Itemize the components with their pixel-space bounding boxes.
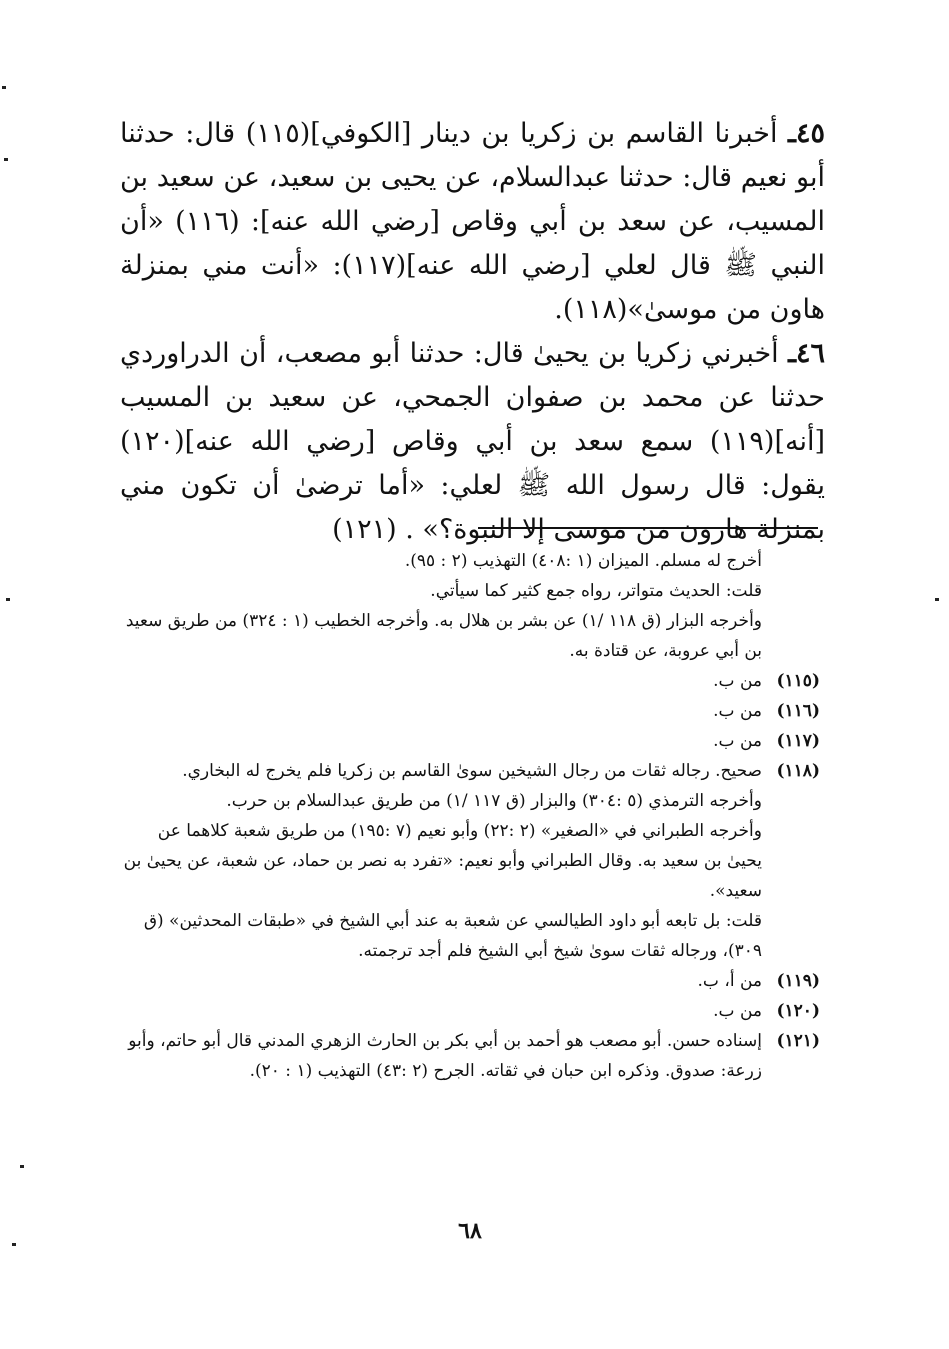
footnote-number: (١٢٠) [776, 1001, 820, 1021]
scan-speck [12, 1243, 16, 1246]
footnote-116 [120, 696, 820, 726]
hadith-number: ٤٥ـ [788, 118, 825, 149]
footnote-number: (١١٧) [776, 731, 820, 751]
footnote-separator [478, 527, 818, 529]
scan-speck [20, 1165, 24, 1168]
scan-speck [935, 598, 939, 601]
hadith-number: ٤٦ـ [788, 338, 825, 369]
footnote-continuation-line: وأخرجه البزار (ق ١١٨ /١) عن بشر بن هلال به. وأخرجه الخطيب (١ : ٣٢٤) من طريق سعيد بن أبي عروبة، عن قتادة به. [125, 611, 762, 661]
scan-speck [4, 158, 8, 161]
scan-speck [6, 598, 10, 601]
footnote-number: (١١٨) [776, 761, 820, 781]
footnote-number: (١٢١) [776, 1031, 820, 1051]
page-number: ٦٨ [458, 1218, 482, 1244]
hadith-text: أخبرنا القاسم بن زكريا بن دينار [الكوفي](١١٥) قال: حدثنا أبو نعيم قال: حدثنا عبدالسلام، عن يحيى بن سعيد، عن سعيد بن المسيب، عن سعد بن أبي وقاص [رضي الله عنه]: (١١٦) «أن النبي ﷺ قال لعلي [رضي الله عنه](١١٧): «أنت مني بمنزلة هاون من موسىٰ»(١١٨). [120, 118, 825, 325]
footnote-text: إسناده حسن. أبو مصعب هو أحمد بن أبي بكر بن الحارث الزهري المدني قال أبو حاتم، وأبو زرعة: صدوق. وذكره ابن حبان في ثقاته. الجرح (٢ :٤٣) التهذيب (١ : ٢٠). [128, 1031, 762, 1081]
footnotes [120, 546, 820, 1086]
footnote-paragraph: وأخرجه الطبراني في «الصغير» (٢ :٢٢) وأبو نعيم (٧ :١٩٥) من طريق شعبة كلاهما عن يحيىٰ بن سعيد به. وقال الطبراني وأبو نعيم: «تفرد به نصر بن حماد، عن شعبة، عن يحيىٰ بن سعيد». [123, 821, 762, 901]
footnote-body [120, 756, 762, 966]
footnote-paragraph: وأخرجه الترمذي (٥ :٣٠٤) والبزار (ق ١١٧ /١) من طريق عبدالسلام بن حرب. [226, 791, 762, 811]
footnote-115 [120, 666, 820, 696]
footnote-text: من أ، ب. [697, 971, 762, 991]
footnote-continuation-line: قلت: الحديث متواتر، رواه جمع كثير كما سيأتي. [430, 581, 762, 601]
footnote-text: من ب. [713, 731, 762, 751]
hadith-46 [120, 332, 825, 552]
scan-speck [2, 86, 6, 89]
footnote-121 [120, 1026, 820, 1086]
hadith-45 [120, 112, 825, 332]
hadith-text: أخبرني زكريا بن يحيىٰ قال: حدثنا أبو مصعب، أن الدراوردي حدثنا عن محمد بن صفوان الجمحي، عن سعيد بن المسيب [أنه](١١٩) سمع سعد بن أبي وقاص [رضي الله عنه](١٢٠) يقول: قال رسول الله ﷺ لعلي: «أما ترضىٰ أن تكون مني بمنزلة هارون من موسى إلا النبوة؟» . (١٢١) [120, 338, 825, 545]
footnote-continuation-line: أخرج له مسلم. الميزان (١ :٤٠٨) التهذيب (٢ : ٩٥). [404, 551, 762, 571]
footnote-text: من ب. [713, 671, 762, 691]
footnote-117 [120, 726, 820, 756]
footnote-119 [120, 966, 820, 996]
footnote-text: من ب. [713, 701, 762, 721]
footnote-number: (١١٩) [776, 971, 820, 991]
footnote-text: من ب. [713, 1001, 762, 1021]
footnote-paragraph: صحيح. رجاله ثقات من رجال الشيخين سوىٰ القاسم بن زكريا فلم يخرج له البخاري. [182, 761, 762, 781]
footnote-118 [120, 756, 820, 966]
footnote-120 [120, 996, 820, 1026]
footnote-paragraph: قلت: بل تابعه أبو داود الطيالسي عن شعبة به عند أبي الشيخ في «طبقات المحدثين» (ق ٣٠٩)، ورجاله ثقات سوىٰ شيخ أبي الشيخ فلم أجد ترجمته. [143, 911, 762, 961]
footnote-number: (١١٥) [776, 671, 820, 691]
footnote-number: (١١٦) [776, 701, 820, 721]
main-text [120, 112, 825, 552]
